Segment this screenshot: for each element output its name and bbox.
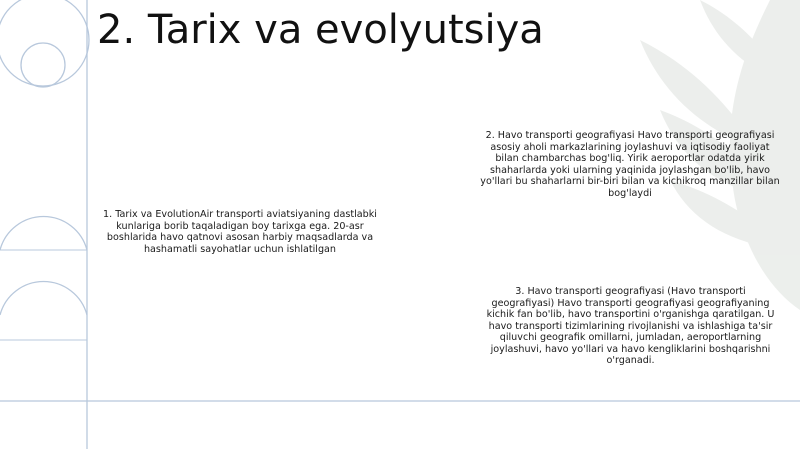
text-block-history: 1. Tarix va EvolutionAir transporti aviatsiyaning dastlabki kunlariga borib taqaladigan boy tarixga ega. 20-asr boshlarida havo qatnovi asosan harbiy maqsadlarda va hashamatli sayohatlar uchun ishlatilgan	[103, 209, 377, 255]
lower-arc	[0, 282, 87, 315]
text-block-geography-science: 3. Havo transporti geografiyasi (Havo transporti geografiyasi) Havo transporti geografiyasi geografiyaning kichik fan bo'lib, havo transportini o'rganishga qaratilgan. U havo transporti tizimlarining rivojlanishi va ishlashiga ta'sir qiluvchi geografik omillarni, jumladan, aeroportlarning joylashuvi, havo yo'llari va havo kengliklarini boshqarishni o'rganadi.	[486, 286, 775, 366]
middle-arc	[0, 217, 87, 250]
top-small-circle	[21, 43, 65, 87]
text-block-geography: 2. Havo transporti geografiyasi Havo transporti geografiyasi asosiy aholi markazlarining joylashuvi va iqtisodiy faoliyat bilan chambarchas bog'liq. Yirik aeroportlar odatda yirik shaharlarda yoki ularning yaqinida joylashgan bo'lib, havo yo'llari bu shaharlarni bir-biri bilan va kichikroq manzillar bilan bog'laydi	[480, 130, 780, 199]
slide-title: 2. Tarix va evolyutsiya	[97, 7, 544, 53]
